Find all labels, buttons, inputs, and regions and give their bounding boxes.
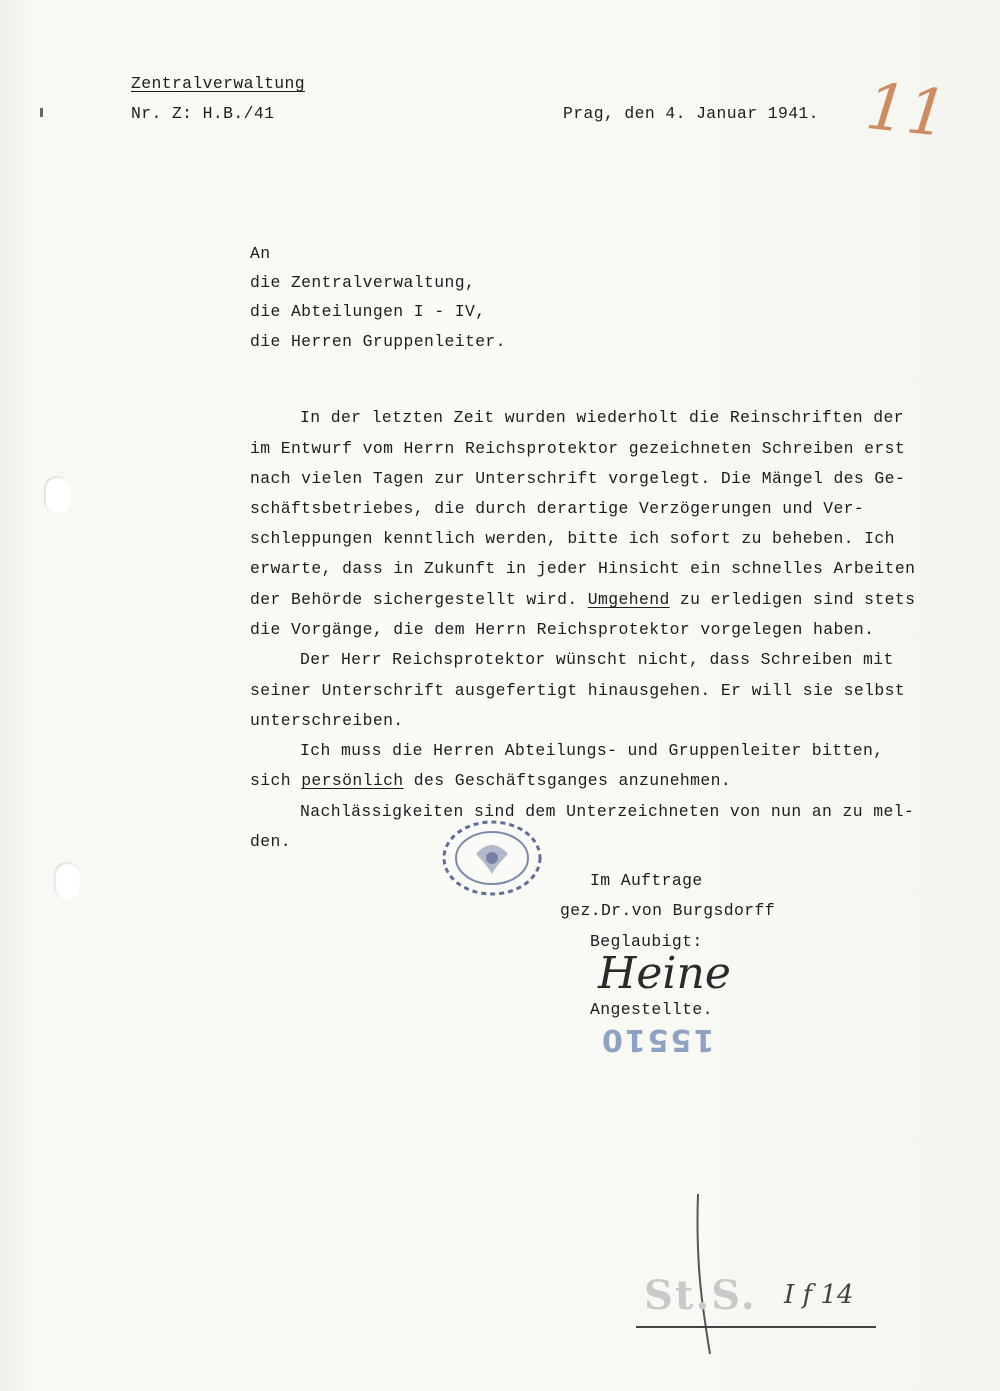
body-line: Nachlässigkeiten sind dem Unterzeichneten von nun an zu mel- [300,802,915,821]
closing-title: Angestellte. [590,1000,713,1019]
recipient-line: An [250,244,271,263]
footer-underline [636,1326,876,1328]
reference-number: Nr. Z: H.B./41 [131,104,275,123]
pencil-folio-number: 11 [862,69,952,153]
emphasis-umgehend: Umgehend [587,590,670,609]
closing-signed-by: gez.Dr.von Burgsdorff [560,901,775,920]
body-line: unterschreiben. [250,711,404,730]
body-line: Ich muss die Herren Abteilungs- und Gruppenleiter bitten, [300,741,884,760]
body-line [250,590,915,609]
body-line: im Entwurf vom Herrn Reichsprotektor gezeichneten Schreiben erst [250,439,906,458]
body-line: schleppungen kenntlich werden, bitte ich sofort zu beheben. Ich [250,529,895,548]
emphasis-persoenlich: persönlich [301,771,404,790]
body-line: schäftsbetriebes, die durch derartige Verzögerungen und Ver- [250,499,865,518]
body-line [250,771,731,790]
date-line: Prag, den 4. Januar 1941. [563,104,819,123]
official-seal-stamp [436,816,548,900]
body-line: seiner Unterschrift ausgefertigt hinausgehen. Er will sie selbst [250,681,906,700]
body-line: nach vielen Tagen zur Unterschrift vorgelegt. Die Mängel des Ge- [250,469,906,488]
closing-im-auftrage: Im Auftrage [590,871,703,890]
body-line: Der Herr Reichsprotektor wünscht nicht, dass Schreiben mit [300,650,894,669]
recipient-line: die Herren Gruppenleiter. [250,332,506,351]
body-line: erwarte, dass in Zukunft in jeder Hinsicht ein schnelles Arbeiten [250,559,916,578]
body-line: den. [250,832,291,851]
body-line: In der letzten Zeit wurden wiederholt die Reinschriften der [300,408,904,427]
body-text: sich [250,771,302,790]
recipient-line: die Abteilungen I - IV, [250,302,486,321]
body-text: des Geschäftsganges anzunehmen. [403,771,732,790]
body-text: zu erledigen sind stets [669,590,916,609]
registry-stamp: St.S. [644,1272,757,1319]
margin-mark [40,108,43,117]
department-heading: Zentralverwaltung [131,74,306,93]
registry-reference: I f 14 [784,1280,854,1310]
punch-hole-lower [54,862,80,900]
archive-number-stamp: 15510 [600,1022,715,1057]
body-line: die Vorgänge, die dem Herrn Reichsprotektor vorgelegen haben. [250,620,875,639]
punch-hole-upper [44,476,70,514]
body-text: der Behörde sichergestellt wird. [250,590,588,609]
handwritten-signature: Heine [598,948,731,999]
recipient-line: die Zentralverwaltung, [250,273,476,292]
closing-certified: Beglaubigt: [590,932,703,951]
